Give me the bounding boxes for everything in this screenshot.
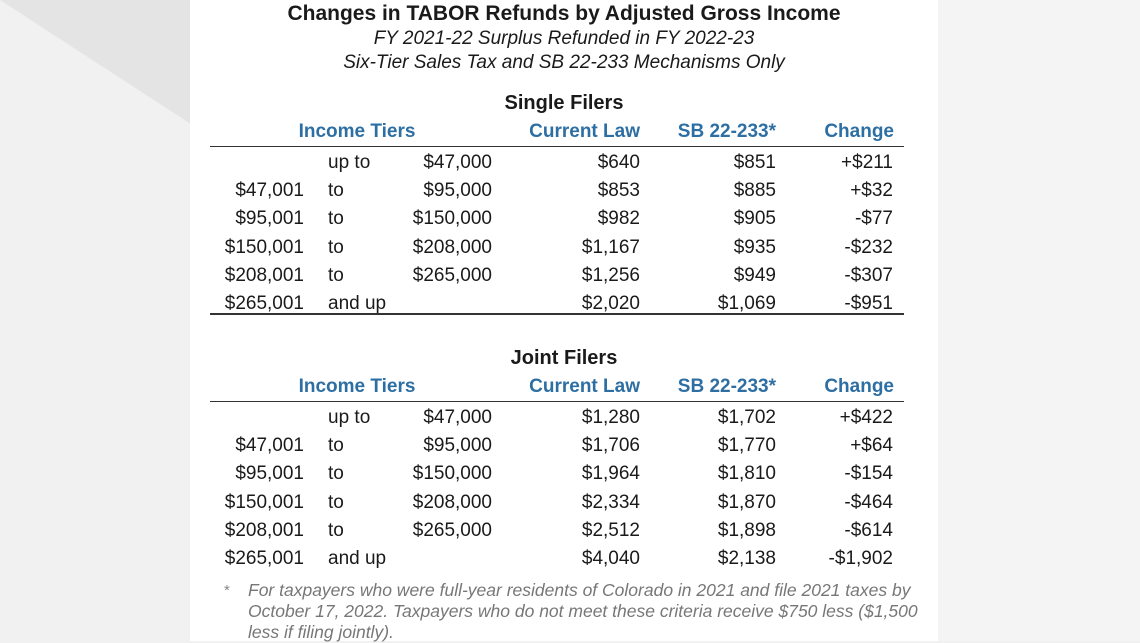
single-table-bottom-rule: [210, 313, 904, 315]
income-low: $95,001: [235, 463, 304, 485]
change-value: -$614: [844, 519, 893, 541]
table-row: [190, 460, 938, 488]
change-value: +$64: [850, 435, 893, 457]
header-income-tiers: Income Tiers: [298, 121, 416, 142]
current-law-value: $2,512: [581, 519, 640, 541]
income-low: $95,001: [235, 208, 304, 230]
table-row: [190, 149, 938, 177]
table-row: [190, 404, 938, 432]
header-sb-22-233: SB 22-233*: [677, 376, 776, 397]
subtitle-mechanisms: Six-Tier Sales Tax and SB 22-233 Mechanisms Only: [343, 52, 785, 73]
range-word: to: [328, 435, 344, 457]
header-current-law: Current Law: [529, 376, 640, 397]
income-high: $47,000: [423, 152, 492, 173]
sb-value: $2,138: [717, 547, 776, 569]
range-word: to: [328, 519, 344, 541]
subtitle-fiscal-year: FY 2021-22 Surplus Refunded in FY 2022-23: [373, 28, 755, 49]
income-high: $265,000: [412, 519, 492, 541]
income-low: $265,001: [224, 547, 304, 569]
income-low: $150,001: [224, 491, 304, 513]
current-law-value: $2,020: [581, 292, 640, 314]
sb-value: $1,870: [717, 491, 776, 513]
sb-value: $949: [733, 264, 776, 286]
header-divider: [210, 146, 904, 147]
sb-value: $1,898: [717, 519, 776, 541]
change-value: -$154: [844, 463, 893, 485]
sb-value: $905: [733, 208, 776, 230]
sb-value: $935: [733, 236, 776, 258]
income-low: $208,001: [224, 264, 304, 286]
income-high: $47,000: [423, 407, 492, 428]
range-word: and up: [328, 547, 387, 569]
range-word: to: [328, 264, 344, 286]
page-title: Changes in TABOR Refunds by Adjusted Gross Income: [287, 2, 841, 25]
header-divider: [210, 401, 904, 402]
header-current-law: Current Law: [529, 121, 640, 142]
table-row: [190, 205, 938, 233]
sb-value: $1,702: [717, 407, 776, 428]
change-value: -$307: [844, 264, 893, 286]
range-word: up to: [328, 152, 371, 173]
current-law-value: $640: [597, 152, 640, 173]
income-low: $208,001: [224, 519, 304, 541]
footnote-asterisk: *: [224, 582, 230, 599]
income-high: $95,000: [423, 180, 492, 202]
background-panel: [925, 0, 1140, 641]
current-law-value: $853: [597, 180, 640, 202]
footnote-text: For taxpayers who were full-year residents of Colorado in 2021 and file 2021 taxes by October 17, 2022. Taxpayers who do not meet these criteria receive $750 less ($1,500 less if filing jointly).: [248, 580, 918, 642]
table-row: [190, 432, 938, 460]
table-rows: [190, 404, 938, 573]
sb-value: $1,810: [717, 463, 776, 485]
single-filers-title: Single Filers: [504, 92, 624, 114]
range-word: to: [328, 463, 344, 485]
change-value: -$1,902: [828, 547, 893, 569]
table-row: [190, 262, 938, 290]
range-word: and up: [328, 292, 387, 314]
current-law-value: $4,040: [581, 547, 640, 569]
income-low: $265,001: [224, 292, 304, 314]
header-change: Change: [824, 121, 894, 142]
change-value: -$232: [844, 236, 893, 258]
sb-value: $1,069: [717, 292, 776, 314]
table-row: [190, 517, 938, 545]
current-law-value: $1,706: [581, 435, 640, 457]
income-high: $150,000: [412, 463, 492, 485]
table-row: [190, 489, 938, 517]
sb-value: $1,770: [717, 435, 776, 457]
joint-filers-title: Joint Filers: [510, 347, 618, 369]
range-word: to: [328, 236, 344, 258]
current-law-value: $2,334: [581, 491, 640, 513]
change-value: +$32: [850, 180, 893, 202]
change-value: -$951: [844, 292, 893, 314]
current-law-value: $1,280: [581, 407, 640, 428]
income-low: $47,001: [235, 435, 304, 457]
header-change: Change: [824, 376, 894, 397]
document-page: [190, 0, 938, 641]
sb-value: $885: [733, 180, 776, 202]
income-high: $208,000: [412, 491, 492, 513]
table-row: [190, 545, 938, 573]
background-shape: [0, 0, 200, 130]
sb-value: $851: [733, 152, 776, 173]
current-law-value: $982: [597, 208, 640, 230]
income-high: $150,000: [412, 208, 492, 230]
table-rows: [190, 149, 938, 318]
range-word: to: [328, 180, 344, 202]
header-income-tiers: Income Tiers: [298, 376, 416, 397]
income-high: $95,000: [423, 435, 492, 457]
range-word: to: [328, 208, 344, 230]
current-law-value: $1,964: [581, 463, 640, 485]
range-word: up to: [328, 407, 371, 428]
income-high: $208,000: [412, 236, 492, 258]
table-row: [190, 234, 938, 262]
income-low: $47,001: [235, 180, 304, 202]
change-value: -$77: [854, 208, 893, 230]
current-law-value: $1,256: [581, 264, 640, 286]
range-word: to: [328, 491, 344, 513]
change-value: -$464: [844, 491, 893, 513]
current-law-value: $1,167: [581, 236, 640, 258]
income-low: $150,001: [224, 236, 304, 258]
income-high: $265,000: [412, 264, 492, 286]
change-value: +$422: [839, 407, 893, 428]
header-sb-22-233: SB 22-233*: [677, 121, 776, 142]
change-value: +$211: [841, 152, 893, 173]
table-row: [190, 177, 938, 205]
